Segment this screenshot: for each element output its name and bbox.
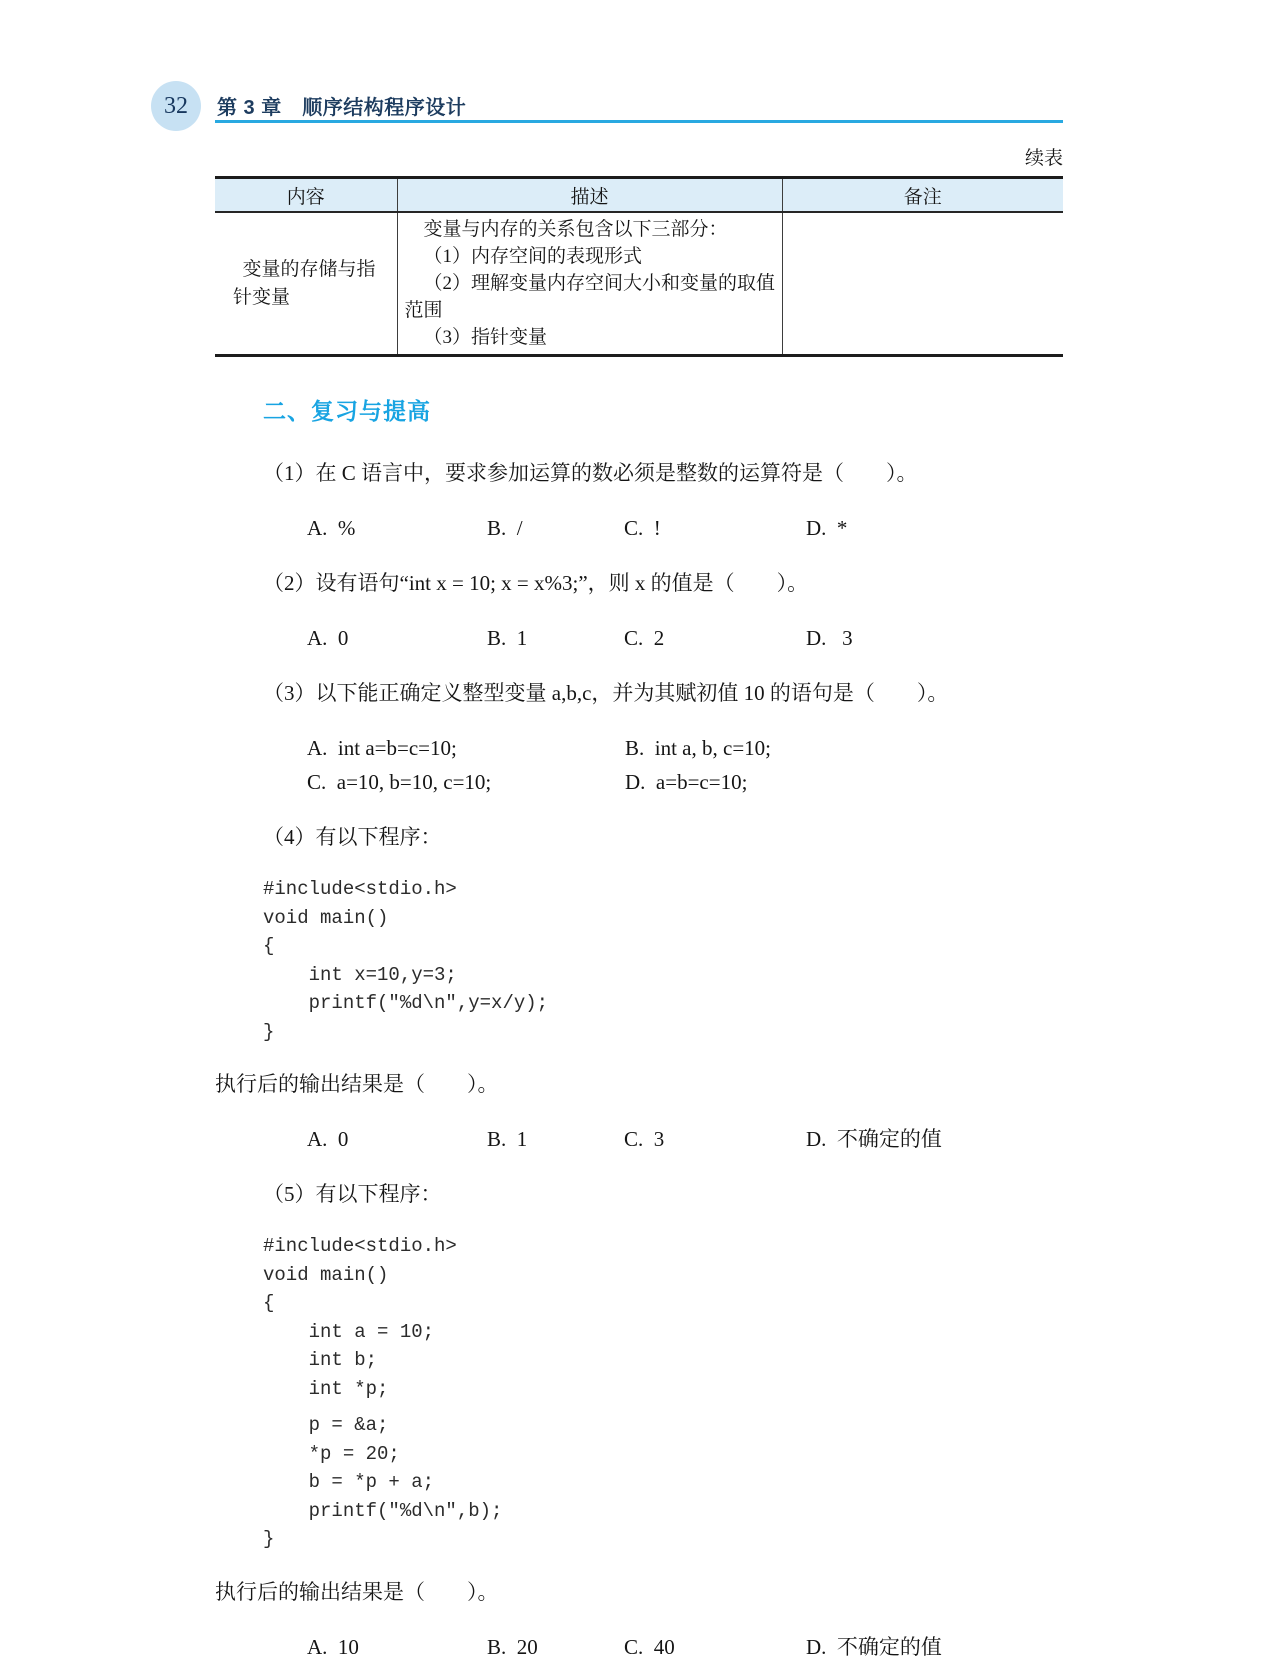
code-line: #include<stdio.h>: [263, 1235, 457, 1257]
code-line: {: [263, 935, 275, 957]
code-line: p = &a;: [263, 1414, 389, 1436]
option-d: D. a=b=c=10;: [625, 770, 748, 794]
section-title: 二、复习与提高: [263, 398, 431, 424]
summary-table: [215, 176, 1063, 357]
code-line: *p = 20;: [263, 1442, 400, 1465]
code-line: {: [263, 1292, 275, 1314]
option-d: D. *: [806, 516, 848, 540]
option-b: B. int a, b, c=10;: [625, 736, 771, 760]
column-header-content: 内容: [215, 178, 397, 213]
question-5-options: [215, 1630, 1063, 1664]
header-rule: [215, 120, 1063, 123]
code-line: int *p;: [263, 1377, 389, 1400]
option-a: A. 10: [307, 1634, 359, 1659]
code-line: int a = 10;: [263, 1320, 435, 1343]
option-b: B. /: [487, 516, 523, 540]
option-c: C. a=10, b=10, c=10;: [307, 770, 492, 794]
question-4-result-prompt: 执行后的输出结果是（ ）。: [215, 1072, 499, 1096]
option-b: B. 20: [487, 1634, 538, 1659]
code-line: }: [263, 1020, 275, 1043]
option-b: B. 1: [487, 626, 528, 650]
question-3-options-row-1: [215, 731, 1063, 765]
option-d: D. 3: [806, 626, 853, 650]
option-c: C. !: [624, 516, 661, 540]
question-3-options-row-2: [215, 765, 1063, 799]
option-c: C. 3: [624, 1127, 665, 1151]
code-line: }: [263, 1528, 275, 1550]
question-1-stem: （1）在 C 语言中，要求参加运算的数必须是整数的运算符是（ ）。: [263, 461, 918, 485]
page-number-badge: [151, 81, 201, 131]
option-d: D. 不确定的值: [806, 1634, 942, 1659]
question-3-stem: （3）以下能正确定义整型变量 a,b,c，并为其赋初值 10 的语句是（ ）。: [263, 681, 949, 705]
code-line: void main(): [263, 906, 389, 929]
question-2-options: [215, 621, 1063, 655]
code-line: int b;: [263, 1349, 378, 1371]
code-line: printf("%d\n",b);: [263, 1499, 503, 1522]
description-line: （2）理解变量内存空间大小和变量的取值: [423, 273, 776, 294]
question-4-stem: （4）有以下程序：: [263, 825, 442, 849]
continued-table-label: 续表: [1024, 148, 1063, 169]
option-b: B. 1: [487, 1127, 528, 1151]
description-line: （1）内存空间的表现形式: [423, 246, 643, 267]
table-row: [215, 212, 1063, 356]
cell-remark: [782, 212, 1063, 356]
option-a: A. int a=b=c=10;: [307, 736, 457, 760]
option-c: C. 2: [624, 626, 665, 650]
question-4-code: [263, 875, 1063, 1046]
option-a: A. 0: [307, 1127, 349, 1151]
cell-content: [215, 212, 397, 356]
question-2-stem: （2）设有语句“int x = 10; x = x%3;”，则 x 的值是（ ）。: [263, 571, 809, 595]
cell-description: [397, 212, 782, 356]
question-1-options: [215, 511, 1063, 545]
code-line: int x=10,y=3;: [263, 963, 457, 986]
option-a: A. 0: [307, 626, 349, 650]
question-5-stem: （5）有以下程序：: [263, 1182, 442, 1206]
chapter-title: 第 3 章 顺序结构程序设计: [217, 97, 467, 119]
description-line: 范围: [404, 300, 443, 321]
column-header-description: 描述: [397, 178, 782, 213]
option-d: D. 不确定的值: [806, 1127, 942, 1151]
code-line: printf("%d\n",y=x/y);: [263, 992, 549, 1014]
page-content: [215, 146, 1063, 1664]
column-header-remark: 备注: [782, 178, 1063, 213]
option-c: C. 40: [624, 1634, 675, 1659]
code-line: #include<stdio.h>: [263, 878, 457, 900]
question-5-result-prompt: 执行后的输出结果是（ ）。: [215, 1579, 499, 1604]
cell-content-text: 变量的存储与指针变量: [233, 258, 376, 308]
description-line: （3）指针变量: [423, 327, 548, 348]
question-4-options: [215, 1122, 1063, 1156]
code-line: b = *p + a;: [263, 1471, 435, 1493]
description-line: 变量与内存的关系包含以下三部分：: [423, 219, 728, 240]
option-a: A. %: [307, 516, 356, 540]
code-line: void main(): [263, 1263, 389, 1286]
question-5-code: [263, 1232, 1063, 1554]
page-number: 32: [164, 92, 188, 119]
table-header-row: [215, 178, 1063, 213]
